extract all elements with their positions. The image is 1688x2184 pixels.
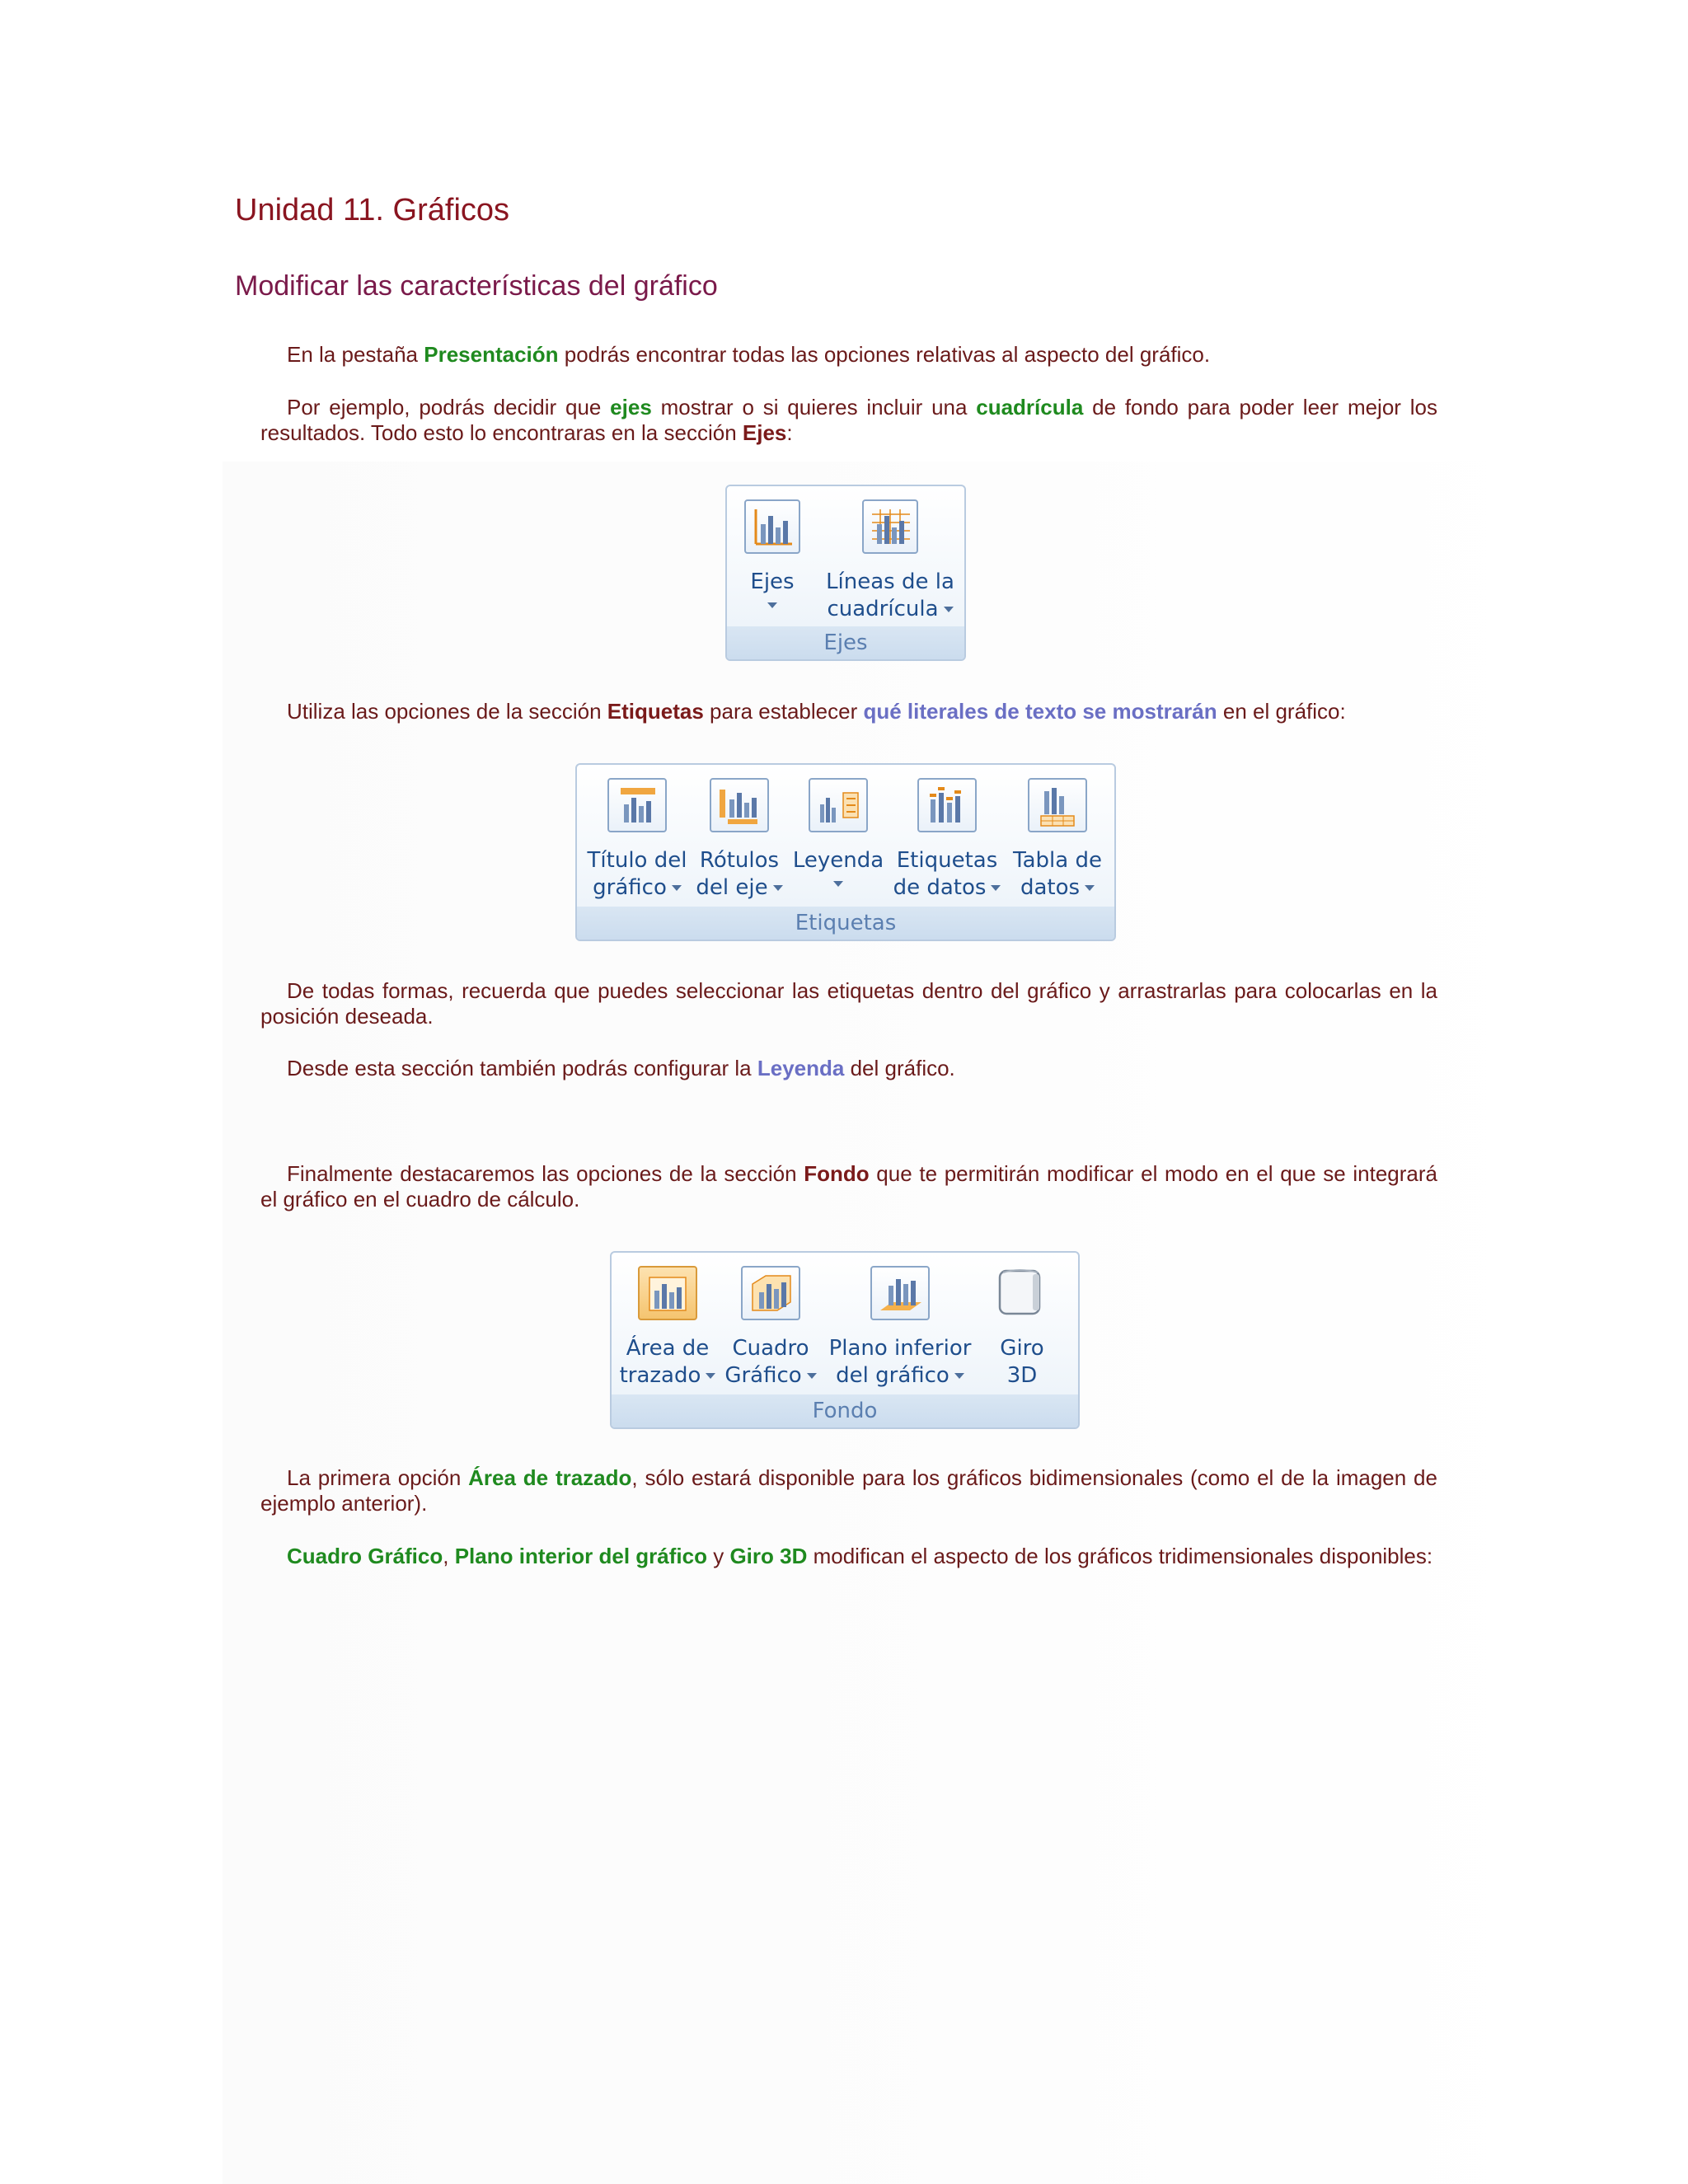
- term-leyenda: Leyenda: [757, 1056, 845, 1080]
- plot-area-icon: [638, 1266, 697, 1320]
- ejes-button[interactable]: Ejes: [743, 499, 801, 614]
- tabla-datos-button[interactable]: Tabla de datos: [1006, 778, 1109, 902]
- page-title: Unidad 11. Gráficos: [235, 193, 510, 227]
- ribbon-group-label: Ejes: [727, 626, 964, 659]
- cuadro-grafico-button[interactable]: Cuadro Gráfico: [722, 1266, 819, 1390]
- paragraph-fondo: Finalmente destacaremos las opciones de la sección Fondo que te permitirán modificar el modo en el que se integrará el gráfico en el cuadro de cálculo.: [260, 1161, 1437, 1212]
- term-ejes: ejes: [610, 395, 652, 419]
- ribbon-group-ejes: [725, 485, 966, 661]
- section-title: Modificar las características del gráfico: [235, 270, 718, 302]
- paragraph-tridimensionales: Cuadro Gráfico, Plano interior del gráfico y Giro 3D modifican el aspecto de los gráficos tridimensionales disponibles:: [287, 1544, 1433, 1568]
- ribbon-group-etiquetas: [575, 763, 1116, 941]
- term-etiquetas: Etiquetas: [607, 699, 704, 724]
- data-labels-icon: [917, 778, 977, 832]
- term-literales: qué literales de texto se mostrarán: [863, 699, 1217, 724]
- lineas-cuadricula-button[interactable]: Líneas de la cuadrícula: [824, 499, 956, 623]
- term-plano-interior: Plano interior del gráfico: [454, 1544, 707, 1568]
- ribbon-group-label: Fondo: [612, 1394, 1078, 1427]
- term-presentacion: Presentación: [424, 342, 559, 367]
- plano-inferior-button[interactable]: Plano inferior del gráfico: [823, 1266, 978, 1390]
- data-table-icon: [1028, 778, 1087, 832]
- giro-3d-button[interactable]: Giro 3D: [982, 1266, 1062, 1390]
- term-area-trazado: Área de trazado: [468, 1465, 632, 1490]
- paragraph-ejes: Por ejemplo, podrás decidir que ejes mostrar o si quieres incluir una cuadrícula de fondo para poder leer mejor los resultados. Todo esto lo encontraras en la sección Ejes:: [260, 395, 1437, 445]
- chart-wall-icon: [741, 1266, 800, 1320]
- term-fondo: Fondo: [804, 1161, 870, 1186]
- etiquetas-datos-button[interactable]: Etiquetas de datos: [892, 778, 1002, 902]
- term-cuadricula: cuadrícula: [976, 395, 1084, 419]
- gridlines-chart-icon: [862, 499, 918, 554]
- axes-chart-icon: [744, 499, 800, 554]
- chart-title-icon: [607, 778, 667, 832]
- term-cuadro-grafico: Cuadro Gráfico: [287, 1544, 443, 1568]
- paragraph-arrastrar: De todas formas, recuerda que puedes seleccionar las etiquetas dentro del gráfico y arrastrarlas para colocarlas en la posición deseada.: [260, 978, 1437, 1029]
- titulo-grafico-button[interactable]: Título del gráfico: [585, 778, 689, 902]
- rotation-3d-icon: [995, 1266, 1049, 1320]
- ribbon-group-fondo: [610, 1251, 1080, 1429]
- ribbon-group-label: Etiquetas: [577, 907, 1114, 940]
- paragraph-presentacion: En la pestaña Presentación podrás encontrar todas las opciones relativas al aspecto del gráfico.: [287, 342, 1211, 367]
- term-seccion-ejes: Ejes: [742, 420, 787, 445]
- chart-floor-icon: [870, 1266, 930, 1320]
- legend-icon: [809, 778, 868, 832]
- paragraph-leyenda: Desde esta sección también podrás configurar la Leyenda del gráfico.: [287, 1056, 955, 1080]
- area-trazado-button[interactable]: Área de trazado: [617, 1266, 719, 1390]
- rotulos-eje-button[interactable]: Rótulos del eje: [694, 778, 785, 902]
- leyenda-button[interactable]: Leyenda: [790, 778, 887, 893]
- paragraph-area-trazado: La primera opción Área de trazado, sólo estará disponible para los gráficos bidimensionales (como el de la imagen de ejemplo anterior).: [260, 1465, 1437, 1516]
- axis-titles-icon: [710, 778, 769, 832]
- term-giro-3d: Giro 3D: [729, 1544, 808, 1568]
- paragraph-etiquetas: Utiliza las opciones de la sección Etiquetas para establecer qué literales de texto se mostrarán en el gráfico:: [287, 699, 1346, 724]
